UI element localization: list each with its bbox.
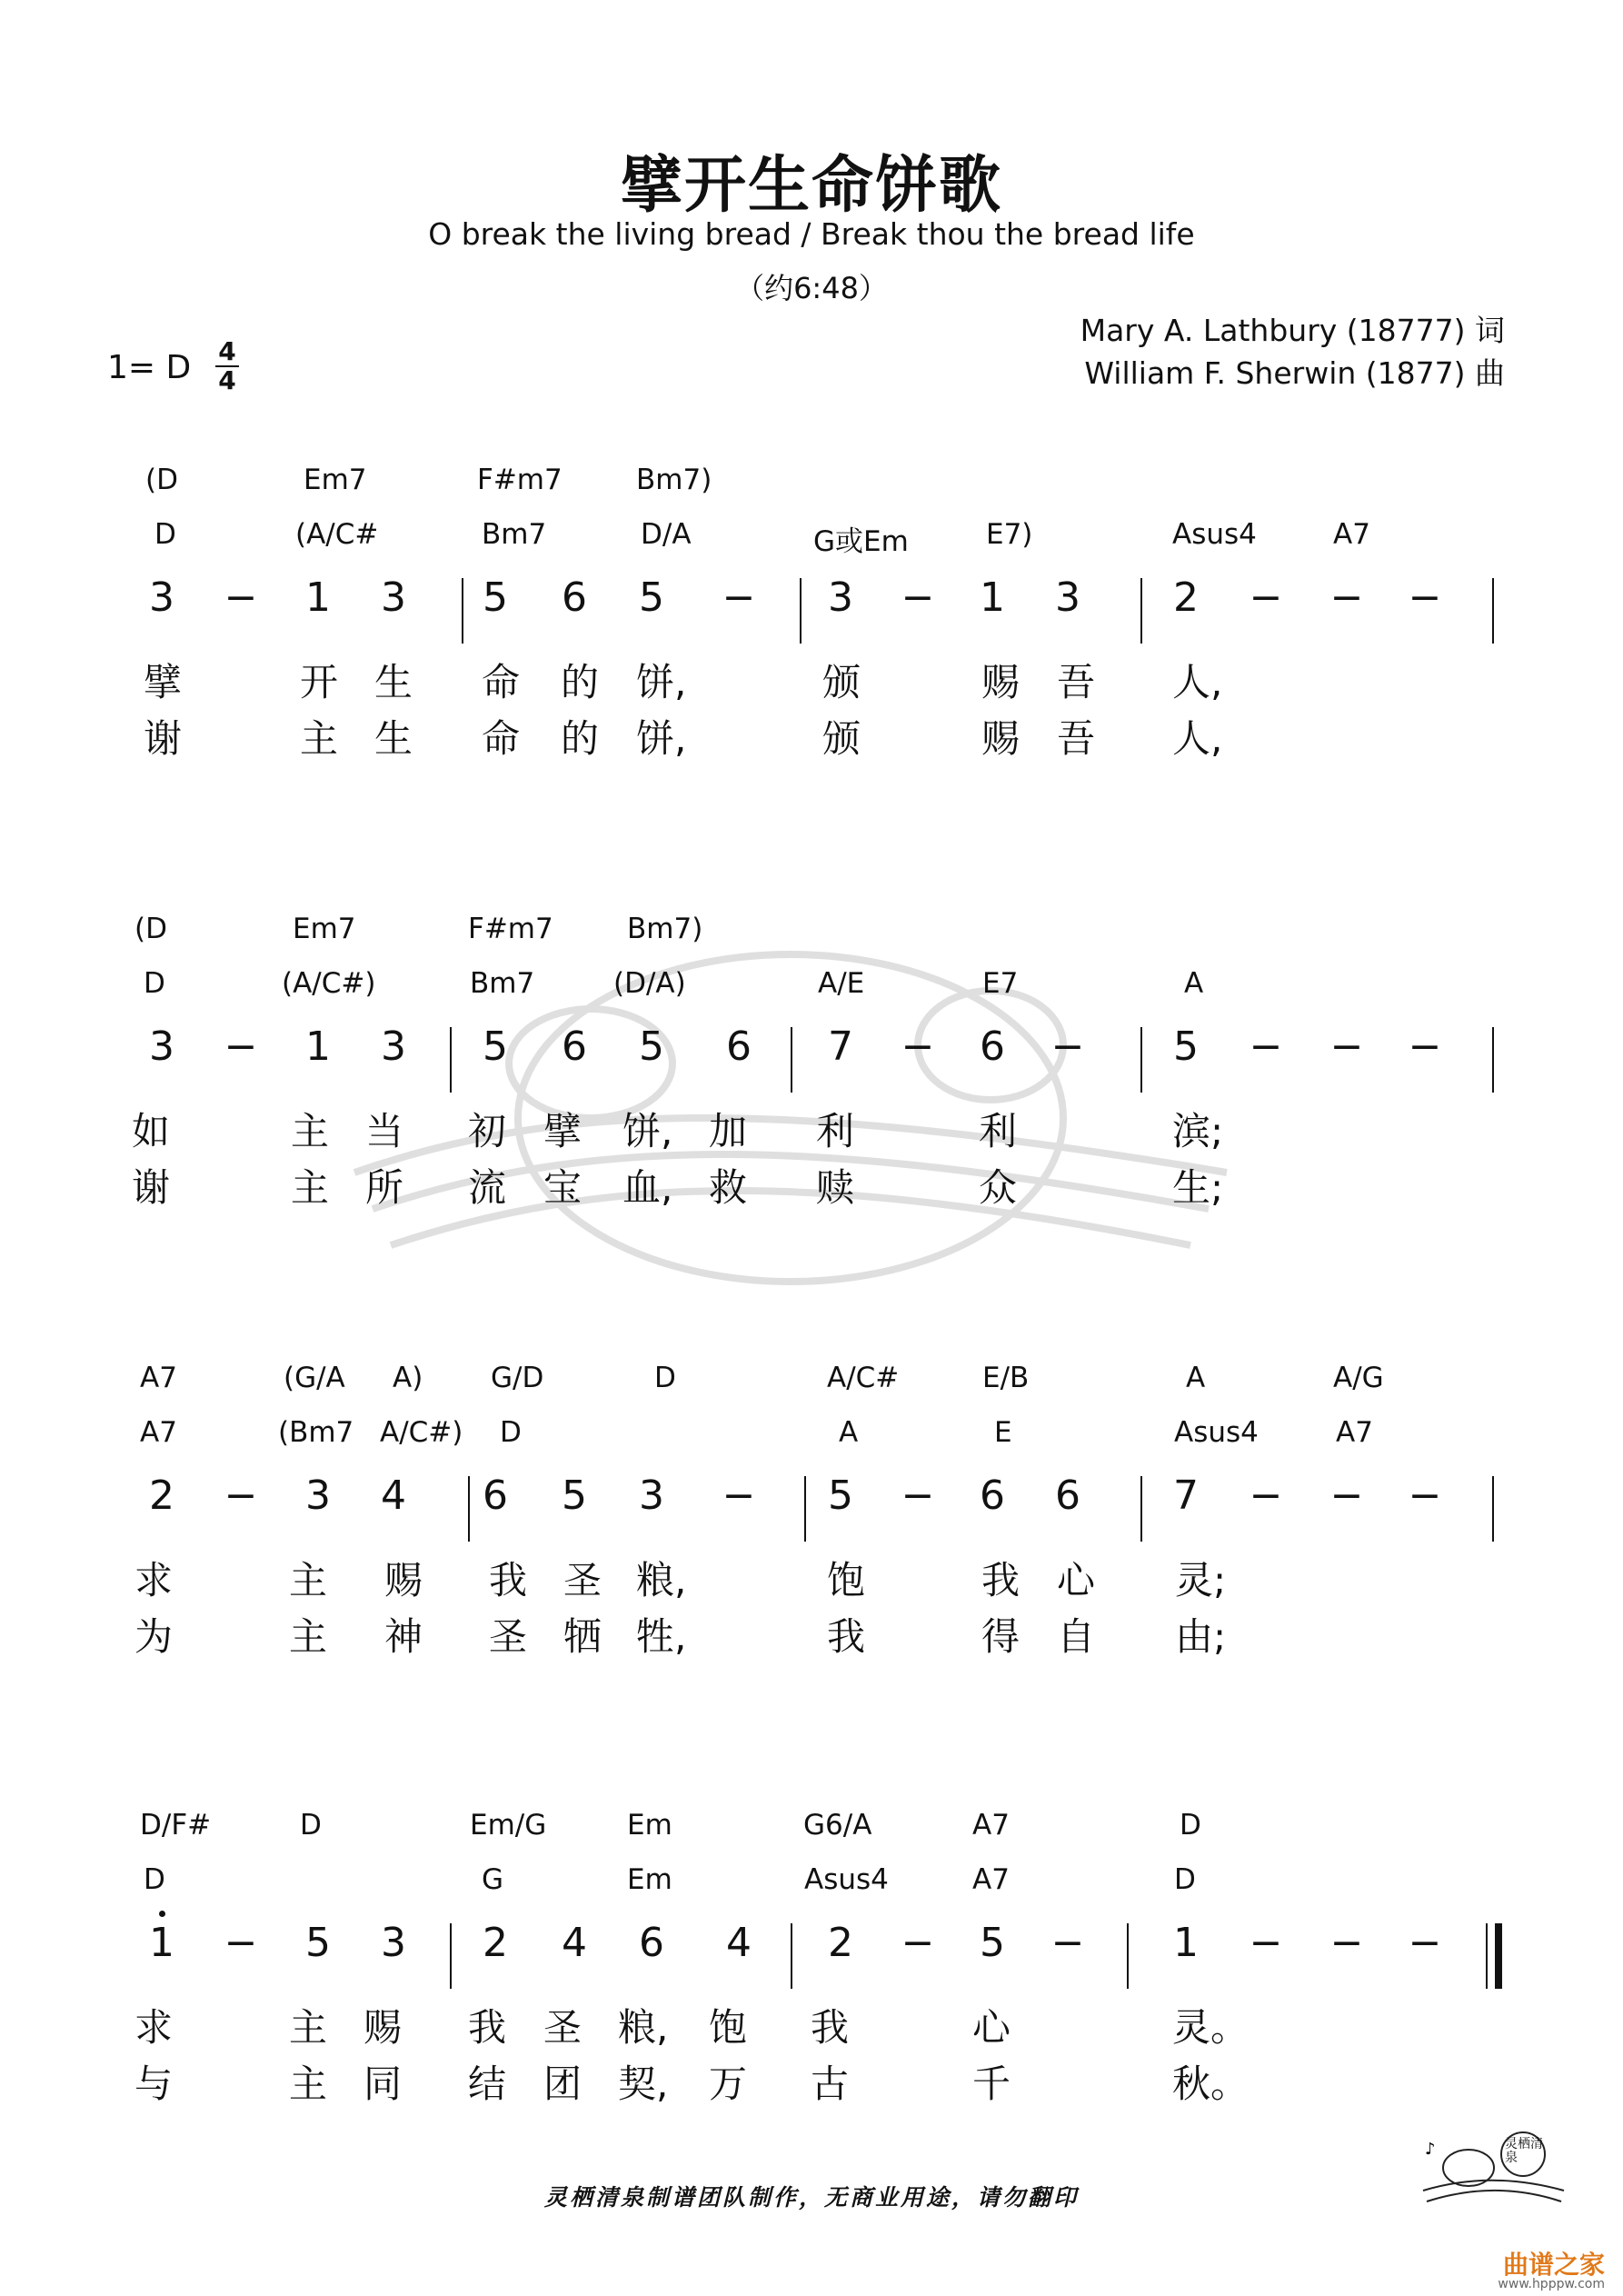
note-extension: − <box>1329 1472 1364 1519</box>
note: 3 <box>1055 574 1080 621</box>
lyric-verse1: 我 <box>468 2005 507 2050</box>
note: 4 <box>726 1920 752 1966</box>
key-signature: 1= D <box>107 349 192 386</box>
lyric-verse2: 圣 <box>489 1614 528 1659</box>
lyric-verse1: 我 <box>811 2005 850 2050</box>
chord-lower: (A/C#) <box>282 967 376 1000</box>
note: 2 <box>149 1472 174 1519</box>
barline <box>1486 1923 1488 1989</box>
chord-lower: Asus4 <box>804 1863 889 1896</box>
note: 2 <box>828 1920 853 1966</box>
chord-upper: Bm7) <box>627 913 703 945</box>
note-extension: − <box>224 1472 258 1519</box>
chord-lower: D <box>144 1863 165 1896</box>
chord-lower: A <box>839 1416 859 1449</box>
chord-lower: D/A <box>641 518 692 551</box>
lyric-verse1: 我 <box>489 1558 528 1602</box>
chord-upper: F#m7 <box>468 913 553 945</box>
barline <box>791 1027 792 1093</box>
chord-lower: (D/A) <box>613 967 686 1000</box>
svg-text:♪: ♪ <box>1425 2140 1436 2159</box>
barline <box>1140 578 1142 644</box>
note-extension: − <box>1329 574 1364 621</box>
lyric-verse2: 牲, <box>636 1614 687 1659</box>
lyric-verse2: 血, <box>622 1165 673 1210</box>
lyric-verse2: 同 <box>363 2061 403 2106</box>
note: 1 <box>980 574 1005 621</box>
barline <box>468 1476 470 1542</box>
note: 3 <box>305 1472 331 1519</box>
chord-lower: A7 <box>1336 1416 1373 1449</box>
lyric-verse2: 众 <box>979 1165 1018 1210</box>
lyric-verse1: 圣 <box>563 1558 602 1602</box>
lyric-verse2: 命 <box>482 716 521 761</box>
barline <box>462 578 463 644</box>
chord-upper: F#m7 <box>477 464 563 496</box>
note: 1 <box>305 574 331 621</box>
chord-lower: A <box>1184 967 1204 1000</box>
lyric-verse1: 吾 <box>1057 660 1096 704</box>
lyric-verse1: 赐 <box>363 2005 403 2050</box>
note: 5 <box>828 1472 853 1519</box>
chord-lower: (A/C# <box>295 518 379 551</box>
lyric-verse2: 得 <box>981 1614 1021 1659</box>
chord-lower: D <box>154 518 176 551</box>
lyric-verse2: 生 <box>374 716 413 761</box>
note-extension: − <box>901 1472 935 1519</box>
lyric-verse1: 饼, <box>622 1109 673 1153</box>
song-duration: （约6:48） <box>735 271 888 305</box>
lyric-verse2: 与 <box>134 2061 174 2106</box>
note: 6 <box>1055 1472 1080 1519</box>
note: 3 <box>381 1023 406 1070</box>
note: 5 <box>980 1920 1005 1966</box>
note-extension: − <box>224 1920 258 1966</box>
note: 6 <box>483 1472 508 1519</box>
lyric-verse2: 生; <box>1172 1165 1224 1210</box>
chord-upper: Bm7) <box>636 464 712 496</box>
chord-upper: A) <box>393 1362 423 1394</box>
chord-lower: A7 <box>972 1863 1010 1896</box>
lyric-verse2: 秋。 <box>1172 2061 1250 2106</box>
note: 5 <box>305 1920 331 1966</box>
lyric-verse1: 粮, <box>636 1558 687 1602</box>
lyric-verse2: 所 <box>365 1165 404 1210</box>
lyric-verse1: 颁 <box>822 660 861 704</box>
note: 3 <box>639 1472 664 1519</box>
note: 7 <box>1173 1472 1199 1519</box>
footer-note: 灵栖清泉制谱团队制作，无商业用途，请勿翻印 <box>543 2184 1079 2211</box>
note: 3 <box>149 574 174 621</box>
song-subtitle: O break the living bread / Break thou the bread life <box>428 216 1195 252</box>
note: 6 <box>639 1920 664 1966</box>
chord-upper: Em <box>627 1809 672 1842</box>
lyric-verse2: 神 <box>384 1614 423 1659</box>
chord-lower: G <box>482 1863 504 1896</box>
note: 5 <box>483 1023 508 1070</box>
chord-upper: D/F# <box>140 1809 212 1842</box>
lyric-verse1: 利 <box>816 1109 855 1153</box>
lyric-verse1: 我 <box>981 1558 1021 1602</box>
chord-upper: A <box>1186 1362 1206 1394</box>
barline <box>800 578 802 644</box>
lyric-verse1: 初 <box>468 1109 507 1153</box>
barline <box>1127 1923 1129 1989</box>
lyric-verse1: 赐 <box>384 1558 423 1602</box>
note: 1 <box>305 1023 331 1070</box>
note: 1 <box>1173 1920 1199 1966</box>
barline <box>1140 1027 1142 1093</box>
lyric-verse2: 吾 <box>1057 716 1096 761</box>
lyric-verse2: 古 <box>811 2061 850 2106</box>
note: 5 <box>483 574 508 621</box>
chord-lower: D <box>144 967 165 1000</box>
publisher-logo <box>1414 2127 1568 2231</box>
lyric-verse2: 万 <box>709 2061 748 2106</box>
lyric-verse1: 饱 <box>827 1558 866 1602</box>
note: 6 <box>562 574 587 621</box>
note-extension: − <box>1408 574 1442 621</box>
chord-lower: G或Em <box>813 525 909 558</box>
lyric-verse2: 为 <box>134 1614 174 1659</box>
note-extension: − <box>1329 1920 1364 1966</box>
lyric-verse1: 心 <box>1057 1558 1096 1602</box>
note-extension: − <box>901 1023 935 1070</box>
lyric-verse2: 流 <box>468 1165 507 1210</box>
barline <box>450 1027 452 1093</box>
chord-upper: E/B <box>982 1362 1030 1394</box>
note: 5 <box>562 1472 587 1519</box>
lyric-verse1: 心 <box>972 2005 1011 2050</box>
lyric-verse2: 救 <box>709 1165 748 1210</box>
chord-lower: E <box>994 1416 1012 1449</box>
barline <box>1492 1476 1494 1542</box>
chord-upper: D <box>654 1362 676 1394</box>
note-extension: − <box>901 1920 935 1966</box>
lyric-verse2: 主 <box>291 1165 330 1210</box>
chord-upper: (D <box>145 464 178 496</box>
lyric-verse1: 擘 <box>144 660 183 704</box>
chord-lower: Bm7 <box>470 967 535 1000</box>
note: 7 <box>828 1023 853 1070</box>
chord-upper: D <box>1180 1809 1201 1842</box>
lyric-verse1: 灵。 <box>1172 2005 1250 2050</box>
note: 2 <box>483 1920 508 1966</box>
lyric-verse2: 颁 <box>822 716 861 761</box>
site-url[interactable]: www.hpppw.com <box>1498 2277 1605 2291</box>
chord-upper: G/D <box>491 1362 544 1394</box>
note: 6 <box>726 1023 752 1070</box>
chord-upper: (G/A <box>284 1362 345 1394</box>
lyric-verse2: 的 <box>561 716 600 761</box>
lyric-verse1: 主 <box>291 1109 330 1153</box>
lyric-verse1: 擘 <box>543 1109 582 1153</box>
lyric-verse2: 主 <box>300 716 339 761</box>
lyric-verse1: 圣 <box>543 2005 582 2050</box>
octave-dot <box>159 1911 165 1917</box>
note-extension: − <box>1408 1023 1442 1070</box>
lyric-verse2: 牺 <box>563 1614 602 1659</box>
lyric-verse2: 赎 <box>816 1165 855 1210</box>
lyric-verse2: 谢 <box>144 716 183 761</box>
note-extension: − <box>1050 1920 1085 1966</box>
note-extension: − <box>1249 1023 1283 1070</box>
note: 1 <box>149 1920 174 1966</box>
lyric-verse1: 饼, <box>636 660 687 704</box>
time-numerator: 4 <box>218 336 236 366</box>
lyric-verse1: 如 <box>132 1109 171 1153</box>
song-title: 擘开生命饼歌 <box>620 150 1002 222</box>
note: 5 <box>1173 1023 1199 1070</box>
chord-lower: Asus4 <box>1174 1416 1259 1449</box>
chord-lower: A/C#) <box>380 1416 463 1449</box>
barline <box>450 1923 452 1989</box>
chord-lower: A/E <box>818 967 865 1000</box>
chord-upper: Em7 <box>293 913 356 945</box>
chord-lower: Asus4 <box>1172 518 1257 551</box>
note-extension: − <box>224 1023 258 1070</box>
chord-upper: D <box>300 1809 322 1842</box>
lyric-verse2: 赐 <box>981 716 1021 761</box>
time-denominator: 4 <box>218 365 236 395</box>
lyric-verse1: 主 <box>289 1558 328 1602</box>
barline <box>804 1476 806 1542</box>
note: 5 <box>639 574 664 621</box>
lyric-verse1: 滨; <box>1172 1109 1224 1153</box>
note-extension: − <box>722 1472 756 1519</box>
barline <box>791 1923 792 1989</box>
site-name[interactable]: 曲谱之家 <box>1502 2250 1605 2280</box>
lyric-verse2: 宝 <box>543 1165 582 1210</box>
chord-upper: A7 <box>972 1809 1010 1842</box>
note: 3 <box>149 1023 174 1070</box>
lyric-verse1: 饱 <box>709 2005 748 2050</box>
note: 4 <box>562 1920 587 1966</box>
lyric-verse2: 团 <box>543 2061 582 2106</box>
note: 3 <box>381 1920 406 1966</box>
chord-lower: E7 <box>982 967 1019 1000</box>
lyric-verse1: 求 <box>134 1558 174 1602</box>
chord-upper: A/G <box>1333 1362 1384 1394</box>
note: 3 <box>828 574 853 621</box>
lyric-verse2: 自 <box>1057 1614 1096 1659</box>
lyric-verse2: 我 <box>827 1614 866 1659</box>
lyric-verse1: 求 <box>134 2005 174 2050</box>
lyric-verse1: 赐 <box>981 660 1021 704</box>
lyric-verse1: 主 <box>289 2005 328 2050</box>
note-extension: − <box>224 574 258 621</box>
chord-upper: G6/A <box>803 1809 872 1842</box>
lyric-verse1: 当 <box>365 1109 404 1153</box>
lyric-verse2: 主 <box>289 2061 328 2106</box>
note-extension: − <box>1329 1023 1364 1070</box>
lyric-verse2: 结 <box>468 2061 507 2106</box>
note-extension: − <box>1408 1920 1442 1966</box>
note: 5 <box>639 1023 664 1070</box>
chord-lower: D <box>1174 1863 1196 1896</box>
lyric-verse1: 开 <box>300 660 339 704</box>
barline <box>1492 1027 1494 1093</box>
chord-upper: Em7 <box>304 464 367 496</box>
note: 3 <box>381 574 406 621</box>
final-barline <box>1495 1923 1502 1989</box>
lyricist-credit: Mary A. Lathbury (18777) 词 <box>1080 313 1505 348</box>
lyric-verse1: 灵; <box>1175 1558 1227 1602</box>
lyric-verse1: 利 <box>979 1109 1018 1153</box>
logo-text: 灵栖清泉 <box>1505 2137 1543 2165</box>
note: 4 <box>381 1472 406 1519</box>
note-extension: − <box>1408 1472 1442 1519</box>
lyric-verse2: 饼, <box>636 716 687 761</box>
note-extension: − <box>901 574 935 621</box>
note: 6 <box>980 1472 1005 1519</box>
note-extension: − <box>1249 1920 1283 1966</box>
note-extension: − <box>1050 1023 1085 1070</box>
note: 6 <box>980 1023 1005 1070</box>
barline <box>1140 1476 1142 1542</box>
chord-upper: A7 <box>140 1362 177 1394</box>
note-extension: − <box>722 574 756 621</box>
lyric-verse2: 主 <box>289 1614 328 1659</box>
chord-upper: (D <box>134 913 167 945</box>
chord-lower: E7) <box>986 518 1033 551</box>
lyric-verse2: 谢 <box>132 1165 171 1210</box>
lyric-verse1: 加 <box>709 1109 748 1153</box>
note: 2 <box>1173 574 1199 621</box>
lyric-verse2: 由; <box>1175 1614 1227 1659</box>
lyric-verse1: 人, <box>1172 660 1223 704</box>
lyric-verse1: 粮, <box>618 2005 669 2050</box>
note-extension: − <box>1249 1472 1283 1519</box>
chord-upper: Em/G <box>470 1809 547 1842</box>
lyric-verse1: 生 <box>374 660 413 704</box>
composer-credit: William F. Sherwin (1877) 曲 <box>1084 355 1505 391</box>
lyric-verse1: 命 <box>482 660 521 704</box>
chord-lower: D <box>500 1416 522 1449</box>
note-extension: − <box>1249 574 1283 621</box>
chord-lower: (Bm7 <box>278 1416 354 1449</box>
lyric-verse2: 契, <box>618 2061 669 2106</box>
chord-lower: A7 <box>140 1416 177 1449</box>
lyric-verse2: 人, <box>1172 716 1223 761</box>
time-signature <box>214 338 241 394</box>
note: 6 <box>562 1023 587 1070</box>
chord-lower: Em <box>627 1863 672 1896</box>
chord-upper: A/C# <box>827 1362 900 1394</box>
chord-lower: A7 <box>1333 518 1370 551</box>
barline <box>1492 578 1494 644</box>
lyric-verse2: 千 <box>972 2061 1011 2106</box>
lyric-verse1: 的 <box>561 660 600 704</box>
chord-lower: Bm7 <box>482 518 547 551</box>
